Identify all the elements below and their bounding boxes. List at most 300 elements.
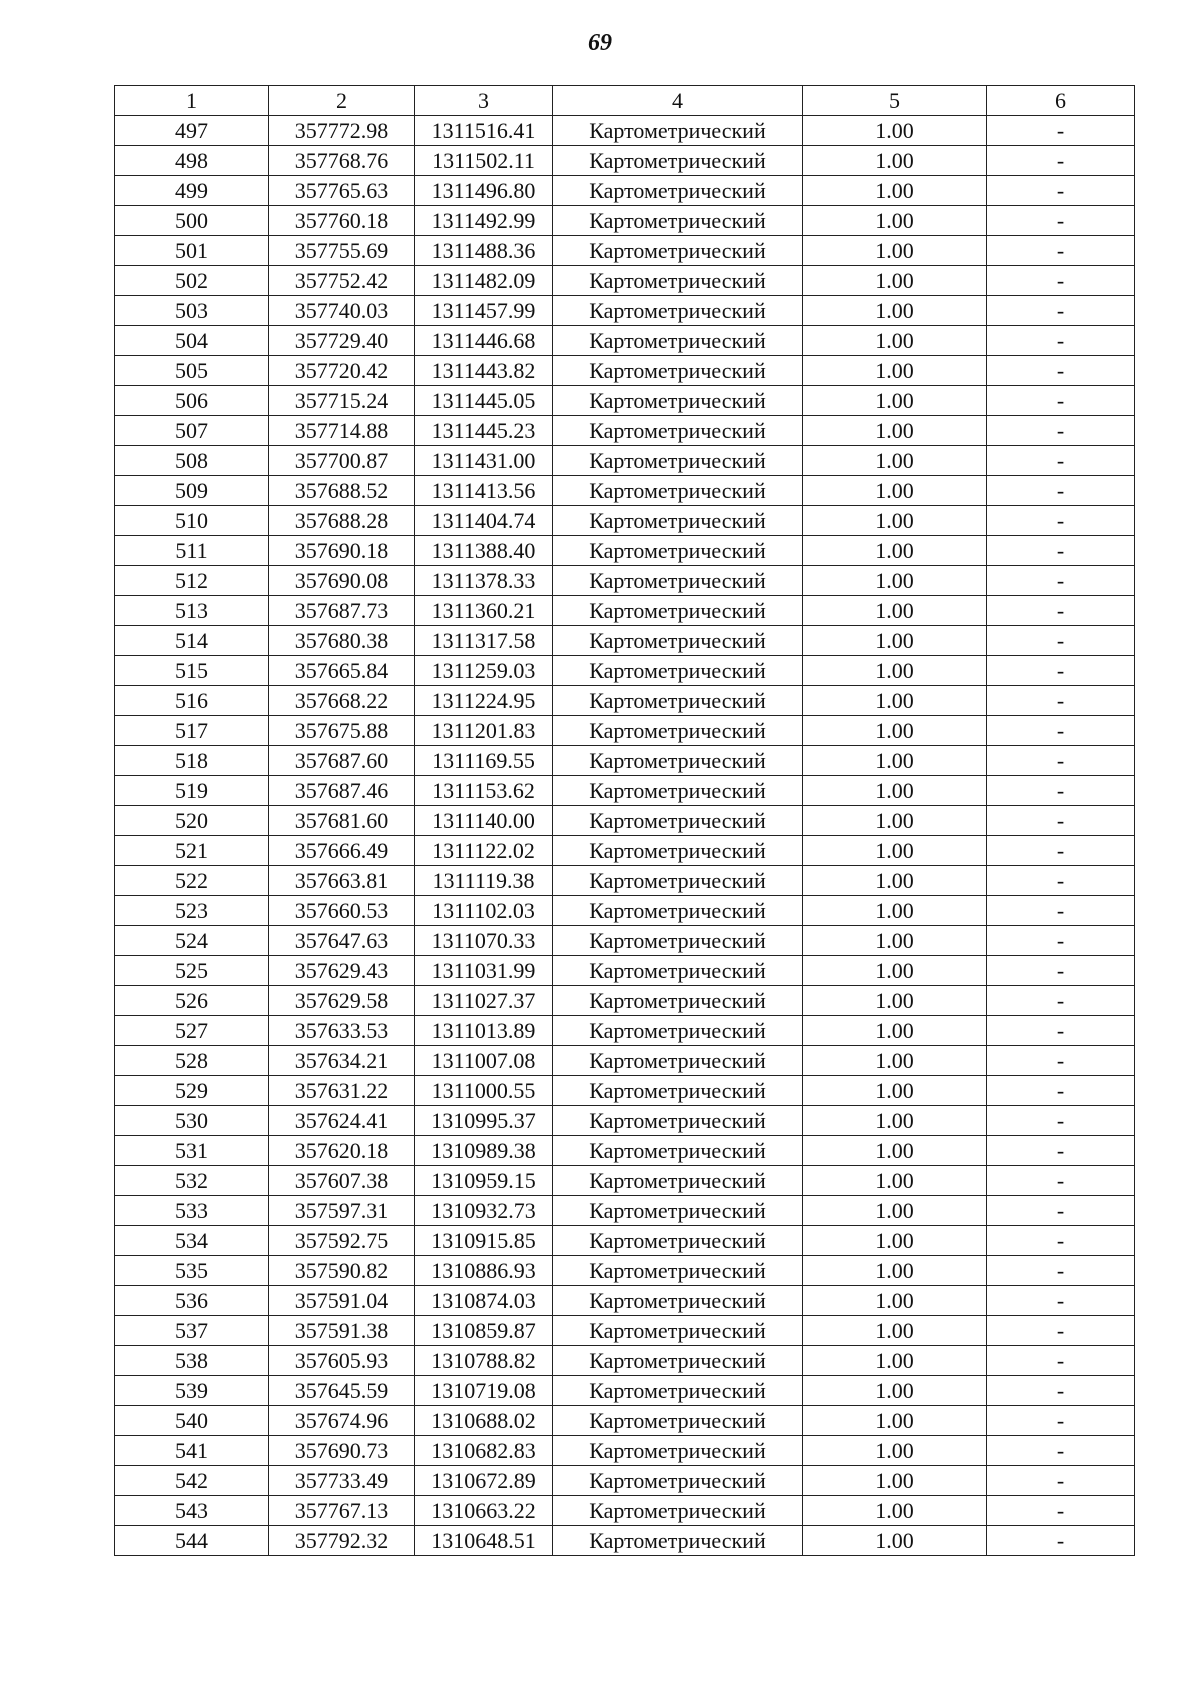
table-row (115, 536, 1135, 566)
x-coordinate-cell: 357752.42 (269, 266, 415, 296)
description-cell: - (987, 776, 1135, 806)
method-cell: Картометрический (553, 1346, 803, 1376)
accuracy-cell: 1.00 (803, 866, 987, 896)
column-header: 2 (269, 86, 415, 116)
y-coordinate-cell: 1310682.83 (415, 1436, 553, 1466)
x-coordinate-cell: 357714.88 (269, 416, 415, 446)
method-cell: Картометрический (553, 1316, 803, 1346)
method-cell: Картометрический (553, 896, 803, 926)
method-cell: Картометрический (553, 806, 803, 836)
y-coordinate-cell: 1311492.99 (415, 206, 553, 236)
accuracy-cell: 1.00 (803, 746, 987, 776)
method-cell: Картометрический (553, 716, 803, 746)
table-row (115, 866, 1135, 896)
description-cell: - (987, 386, 1135, 416)
description-cell: - (987, 206, 1135, 236)
point-number-cell: 524 (115, 926, 269, 956)
table-row (115, 1346, 1135, 1376)
accuracy-cell: 1.00 (803, 146, 987, 176)
x-coordinate-cell: 357687.73 (269, 596, 415, 626)
method-cell: Картометрический (553, 1166, 803, 1196)
method-cell: Картометрический (553, 476, 803, 506)
table-row (115, 1466, 1135, 1496)
description-cell: - (987, 1376, 1135, 1406)
point-number-cell: 502 (115, 266, 269, 296)
point-number-cell: 505 (115, 356, 269, 386)
x-coordinate-cell: 357715.24 (269, 386, 415, 416)
accuracy-cell: 1.00 (803, 686, 987, 716)
point-number-cell: 517 (115, 716, 269, 746)
table-row (115, 1106, 1135, 1136)
description-cell: - (987, 1256, 1135, 1286)
accuracy-cell: 1.00 (803, 986, 987, 1016)
point-number-cell: 514 (115, 626, 269, 656)
x-coordinate-cell: 357733.49 (269, 1466, 415, 1496)
table-row (115, 476, 1135, 506)
y-coordinate-cell: 1311431.00 (415, 446, 553, 476)
accuracy-cell: 1.00 (803, 1196, 987, 1226)
description-cell: - (987, 476, 1135, 506)
table-row (115, 1436, 1135, 1466)
column-header: 6 (987, 86, 1135, 116)
x-coordinate-cell: 357592.75 (269, 1226, 415, 1256)
table-row (115, 926, 1135, 956)
description-cell: - (987, 536, 1135, 566)
x-coordinate-cell: 357687.60 (269, 746, 415, 776)
table-row (115, 1016, 1135, 1046)
accuracy-cell: 1.00 (803, 596, 987, 626)
x-coordinate-cell: 357681.60 (269, 806, 415, 836)
y-coordinate-cell: 1310874.03 (415, 1286, 553, 1316)
accuracy-cell: 1.00 (803, 506, 987, 536)
y-coordinate-cell: 1310788.82 (415, 1346, 553, 1376)
accuracy-cell: 1.00 (803, 716, 987, 746)
x-coordinate-cell: 357631.22 (269, 1076, 415, 1106)
table-row (115, 956, 1135, 986)
table-row (115, 1166, 1135, 1196)
x-coordinate-cell: 357768.76 (269, 146, 415, 176)
y-coordinate-cell: 1311496.80 (415, 176, 553, 206)
description-cell: - (987, 716, 1135, 746)
y-coordinate-cell: 1311404.74 (415, 506, 553, 536)
method-cell: Картометрический (553, 866, 803, 896)
accuracy-cell: 1.00 (803, 1466, 987, 1496)
y-coordinate-cell: 1311000.55 (415, 1076, 553, 1106)
accuracy-cell: 1.00 (803, 206, 987, 236)
description-cell: - (987, 896, 1135, 926)
point-number-cell: 533 (115, 1196, 269, 1226)
x-coordinate-cell: 357729.40 (269, 326, 415, 356)
description-cell: - (987, 506, 1135, 536)
table-row (115, 1406, 1135, 1436)
y-coordinate-cell: 1311027.37 (415, 986, 553, 1016)
y-coordinate-cell: 1310989.38 (415, 1136, 553, 1166)
y-coordinate-cell: 1310688.02 (415, 1406, 553, 1436)
x-coordinate-cell: 357590.82 (269, 1256, 415, 1286)
x-coordinate-cell: 357634.21 (269, 1046, 415, 1076)
accuracy-cell: 1.00 (803, 926, 987, 956)
description-cell: - (987, 956, 1135, 986)
table-row (115, 506, 1135, 536)
y-coordinate-cell: 1310995.37 (415, 1106, 553, 1136)
table-row (115, 596, 1135, 626)
method-cell: Картометрический (553, 1376, 803, 1406)
x-coordinate-cell: 357792.32 (269, 1526, 415, 1556)
method-cell: Картометрический (553, 1136, 803, 1166)
y-coordinate-cell: 1311122.02 (415, 836, 553, 866)
accuracy-cell: 1.00 (803, 1016, 987, 1046)
table-row (115, 446, 1135, 476)
x-coordinate-cell: 357660.53 (269, 896, 415, 926)
point-number-cell: 535 (115, 1256, 269, 1286)
y-coordinate-cell: 1311516.41 (415, 116, 553, 146)
x-coordinate-cell: 357624.41 (269, 1106, 415, 1136)
description-cell: - (987, 626, 1135, 656)
x-coordinate-cell: 357666.49 (269, 836, 415, 866)
description-cell: - (987, 1526, 1135, 1556)
accuracy-cell: 1.00 (803, 1106, 987, 1136)
method-cell: Картометрический (553, 176, 803, 206)
point-number-cell: 515 (115, 656, 269, 686)
table-row (115, 266, 1135, 296)
y-coordinate-cell: 1311502.11 (415, 146, 553, 176)
method-cell: Картометрический (553, 266, 803, 296)
method-cell: Картометрический (553, 1256, 803, 1286)
description-cell: - (987, 176, 1135, 206)
description-cell: - (987, 1436, 1135, 1466)
point-number-cell: 542 (115, 1466, 269, 1496)
x-coordinate-cell: 357767.13 (269, 1496, 415, 1526)
description-cell: - (987, 1466, 1135, 1496)
table-row (115, 776, 1135, 806)
table-row (115, 656, 1135, 686)
accuracy-cell: 1.00 (803, 356, 987, 386)
method-cell: Картометрический (553, 1226, 803, 1256)
table-row (115, 986, 1135, 1016)
x-coordinate-cell: 357591.38 (269, 1316, 415, 1346)
description-cell: - (987, 596, 1135, 626)
accuracy-cell: 1.00 (803, 1346, 987, 1376)
accuracy-cell: 1.00 (803, 476, 987, 506)
y-coordinate-cell: 1311169.55 (415, 746, 553, 776)
point-number-cell: 531 (115, 1136, 269, 1166)
y-coordinate-cell: 1311457.99 (415, 296, 553, 326)
x-coordinate-cell: 357755.69 (269, 236, 415, 266)
y-coordinate-cell: 1311224.95 (415, 686, 553, 716)
y-coordinate-cell: 1311360.21 (415, 596, 553, 626)
point-number-cell: 508 (115, 446, 269, 476)
accuracy-cell: 1.00 (803, 386, 987, 416)
method-cell: Картометрический (553, 1526, 803, 1556)
accuracy-cell: 1.00 (803, 176, 987, 206)
y-coordinate-cell: 1310886.93 (415, 1256, 553, 1286)
accuracy-cell: 1.00 (803, 1256, 987, 1286)
table-row (115, 236, 1135, 266)
method-cell: Картометрический (553, 836, 803, 866)
y-coordinate-cell: 1311413.56 (415, 476, 553, 506)
description-cell: - (987, 446, 1135, 476)
accuracy-cell: 1.00 (803, 326, 987, 356)
description-cell: - (987, 1196, 1135, 1226)
method-cell: Картометрический (553, 686, 803, 716)
y-coordinate-cell: 1311317.58 (415, 626, 553, 656)
table-row (115, 896, 1135, 926)
method-cell: Картометрический (553, 1076, 803, 1106)
point-number-cell: 540 (115, 1406, 269, 1436)
point-number-cell: 539 (115, 1376, 269, 1406)
point-number-cell: 506 (115, 386, 269, 416)
accuracy-cell: 1.00 (803, 116, 987, 146)
point-number-cell: 525 (115, 956, 269, 986)
description-cell: - (987, 1166, 1135, 1196)
method-cell: Картометрический (553, 326, 803, 356)
y-coordinate-cell: 1311445.23 (415, 416, 553, 446)
x-coordinate-cell: 357690.08 (269, 566, 415, 596)
point-number-cell: 498 (115, 146, 269, 176)
description-cell: - (987, 566, 1135, 596)
y-coordinate-cell: 1311013.89 (415, 1016, 553, 1046)
description-cell: - (987, 236, 1135, 266)
point-number-cell: 504 (115, 326, 269, 356)
description-cell: - (987, 416, 1135, 446)
description-cell: - (987, 926, 1135, 956)
y-coordinate-cell: 1311443.82 (415, 356, 553, 386)
description-cell: - (987, 746, 1135, 776)
x-coordinate-cell: 357645.59 (269, 1376, 415, 1406)
accuracy-cell: 1.00 (803, 536, 987, 566)
method-cell: Картометрический (553, 1016, 803, 1046)
method-cell: Картометрический (553, 626, 803, 656)
method-cell: Картометрический (553, 1106, 803, 1136)
method-cell: Картометрический (553, 656, 803, 686)
table-row (115, 296, 1135, 326)
description-cell: - (987, 986, 1135, 1016)
y-coordinate-cell: 1311201.83 (415, 716, 553, 746)
description-cell: - (987, 1286, 1135, 1316)
table-row (115, 146, 1135, 176)
table-row (115, 206, 1135, 236)
x-coordinate-cell: 357605.93 (269, 1346, 415, 1376)
description-cell: - (987, 836, 1135, 866)
description-cell: - (987, 1406, 1135, 1436)
table-row (115, 1526, 1135, 1556)
description-cell: - (987, 1136, 1135, 1166)
description-cell: - (987, 356, 1135, 386)
table-row (115, 1076, 1135, 1106)
accuracy-cell: 1.00 (803, 1136, 987, 1166)
accuracy-cell: 1.00 (803, 236, 987, 266)
method-cell: Картометрический (553, 116, 803, 146)
method-cell: Картометрический (553, 146, 803, 176)
y-coordinate-cell: 1311140.00 (415, 806, 553, 836)
y-coordinate-cell: 1311070.33 (415, 926, 553, 956)
point-number-cell: 520 (115, 806, 269, 836)
accuracy-cell: 1.00 (803, 566, 987, 596)
table-row (115, 1196, 1135, 1226)
accuracy-cell: 1.00 (803, 1526, 987, 1556)
y-coordinate-cell: 1310915.85 (415, 1226, 553, 1256)
method-cell: Картометрический (553, 776, 803, 806)
x-coordinate-cell: 357680.38 (269, 626, 415, 656)
column-header: 1 (115, 86, 269, 116)
point-number-cell: 501 (115, 236, 269, 266)
y-coordinate-cell: 1311446.68 (415, 326, 553, 356)
x-coordinate-cell: 357629.43 (269, 956, 415, 986)
point-number-cell: 537 (115, 1316, 269, 1346)
method-cell: Картометрический (553, 1466, 803, 1496)
table-row (115, 686, 1135, 716)
y-coordinate-cell: 1311388.40 (415, 536, 553, 566)
y-coordinate-cell: 1311153.62 (415, 776, 553, 806)
point-number-cell: 523 (115, 896, 269, 926)
description-cell: - (987, 1316, 1135, 1346)
x-coordinate-cell: 357675.88 (269, 716, 415, 746)
method-cell: Картометрический (553, 206, 803, 236)
description-cell: - (987, 806, 1135, 836)
description-cell: - (987, 296, 1135, 326)
table-row (115, 116, 1135, 146)
point-number-cell: 500 (115, 206, 269, 236)
accuracy-cell: 1.00 (803, 806, 987, 836)
description-cell: - (987, 326, 1135, 356)
x-coordinate-cell: 357760.18 (269, 206, 415, 236)
table-row (115, 566, 1135, 596)
y-coordinate-cell: 1311007.08 (415, 1046, 553, 1076)
accuracy-cell: 1.00 (803, 296, 987, 326)
point-number-cell: 529 (115, 1076, 269, 1106)
point-number-cell: 507 (115, 416, 269, 446)
table-row (115, 1496, 1135, 1526)
accuracy-cell: 1.00 (803, 416, 987, 446)
x-coordinate-cell: 357772.98 (269, 116, 415, 146)
table-row (115, 176, 1135, 206)
table-row (115, 1226, 1135, 1256)
x-coordinate-cell: 357674.96 (269, 1406, 415, 1436)
y-coordinate-cell: 1311445.05 (415, 386, 553, 416)
method-cell: Картометрический (553, 986, 803, 1016)
accuracy-cell: 1.00 (803, 446, 987, 476)
table-row (115, 1316, 1135, 1346)
method-cell: Картометрический (553, 356, 803, 386)
x-coordinate-cell: 357688.28 (269, 506, 415, 536)
table-row (115, 1376, 1135, 1406)
x-coordinate-cell: 357740.03 (269, 296, 415, 326)
accuracy-cell: 1.00 (803, 656, 987, 686)
table-row (115, 1136, 1135, 1166)
point-number-cell: 536 (115, 1286, 269, 1316)
method-cell: Картометрический (553, 1196, 803, 1226)
method-cell: Картометрический (553, 1436, 803, 1466)
accuracy-cell: 1.00 (803, 1226, 987, 1256)
x-coordinate-cell: 357607.38 (269, 1166, 415, 1196)
accuracy-cell: 1.00 (803, 1046, 987, 1076)
table-row (115, 1256, 1135, 1286)
method-cell: Картометрический (553, 446, 803, 476)
accuracy-cell: 1.00 (803, 626, 987, 656)
point-number-cell: 544 (115, 1526, 269, 1556)
x-coordinate-cell: 357688.52 (269, 476, 415, 506)
x-coordinate-cell: 357597.31 (269, 1196, 415, 1226)
description-cell: - (987, 1046, 1135, 1076)
x-coordinate-cell: 357690.18 (269, 536, 415, 566)
point-number-cell: 516 (115, 686, 269, 716)
y-coordinate-cell: 1310663.22 (415, 1496, 553, 1526)
description-cell: - (987, 866, 1135, 896)
x-coordinate-cell: 357633.53 (269, 1016, 415, 1046)
accuracy-cell: 1.00 (803, 1436, 987, 1466)
method-cell: Картометрический (553, 536, 803, 566)
coordinates-table (114, 85, 1135, 1556)
page-number: 69 (588, 30, 612, 56)
description-cell: - (987, 116, 1135, 146)
x-coordinate-cell: 357720.42 (269, 356, 415, 386)
accuracy-cell: 1.00 (803, 1406, 987, 1436)
y-coordinate-cell: 1311378.33 (415, 566, 553, 596)
accuracy-cell: 1.00 (803, 896, 987, 926)
y-coordinate-cell: 1310648.51 (415, 1526, 553, 1556)
column-header: 5 (803, 86, 987, 116)
method-cell: Картометрический (553, 1496, 803, 1526)
y-coordinate-cell: 1311102.03 (415, 896, 553, 926)
table-row (115, 386, 1135, 416)
accuracy-cell: 1.00 (803, 1496, 987, 1526)
x-coordinate-cell: 357687.46 (269, 776, 415, 806)
point-number-cell: 509 (115, 476, 269, 506)
method-cell: Картометрический (553, 956, 803, 986)
point-number-cell: 530 (115, 1106, 269, 1136)
x-coordinate-cell: 357591.04 (269, 1286, 415, 1316)
table-row (115, 1286, 1135, 1316)
y-coordinate-cell: 1311259.03 (415, 656, 553, 686)
description-cell: - (987, 686, 1135, 716)
point-number-cell: 512 (115, 566, 269, 596)
method-cell: Картометрический (553, 506, 803, 536)
method-cell: Картометрический (553, 926, 803, 956)
accuracy-cell: 1.00 (803, 1166, 987, 1196)
description-cell: - (987, 1106, 1135, 1136)
point-number-cell: 527 (115, 1016, 269, 1046)
y-coordinate-cell: 1310859.87 (415, 1316, 553, 1346)
method-cell: Картометрический (553, 1046, 803, 1076)
point-number-cell: 513 (115, 596, 269, 626)
y-coordinate-cell: 1311488.36 (415, 236, 553, 266)
y-coordinate-cell: 1310959.15 (415, 1166, 553, 1196)
method-cell: Картометрический (553, 566, 803, 596)
accuracy-cell: 1.00 (803, 836, 987, 866)
table-row (115, 716, 1135, 746)
accuracy-cell: 1.00 (803, 1316, 987, 1346)
y-coordinate-cell: 1311119.38 (415, 866, 553, 896)
x-coordinate-cell: 357700.87 (269, 446, 415, 476)
method-cell: Картометрический (553, 1286, 803, 1316)
point-number-cell: 538 (115, 1346, 269, 1376)
accuracy-cell: 1.00 (803, 266, 987, 296)
x-coordinate-cell: 357620.18 (269, 1136, 415, 1166)
point-number-cell: 510 (115, 506, 269, 536)
point-number-cell: 526 (115, 986, 269, 1016)
description-cell: - (987, 266, 1135, 296)
table-row (115, 326, 1135, 356)
accuracy-cell: 1.00 (803, 1286, 987, 1316)
x-coordinate-cell: 357665.84 (269, 656, 415, 686)
table-row (115, 626, 1135, 656)
table-row (115, 836, 1135, 866)
table-row (115, 1046, 1135, 1076)
table-row (115, 746, 1135, 776)
point-number-cell: 511 (115, 536, 269, 566)
table-header-row (115, 86, 1135, 116)
description-cell: - (987, 1016, 1135, 1046)
